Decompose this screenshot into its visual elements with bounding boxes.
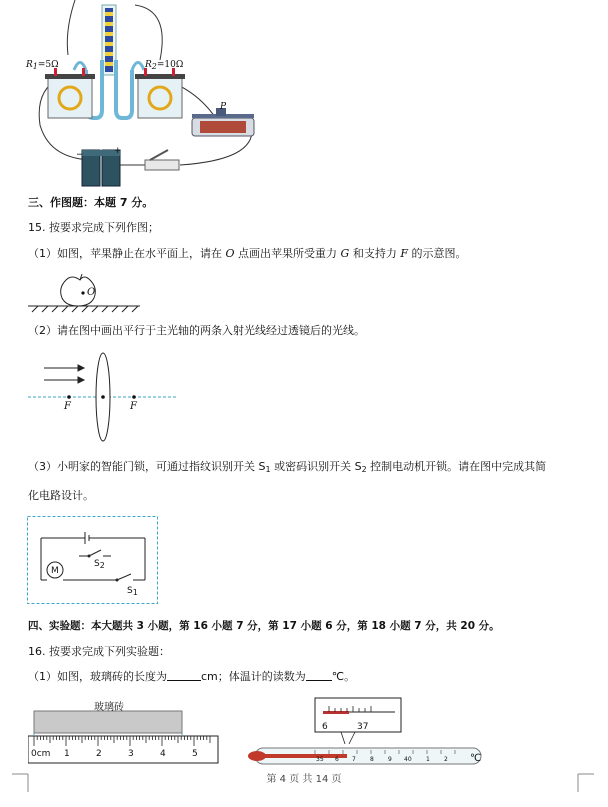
r2-subscript: 2 (151, 62, 157, 71)
page-number: 第 4 页 共 14 页 (266, 774, 342, 785)
thermometer-scale-label: 2 (444, 756, 448, 763)
glass-length-blank[interactable] (167, 670, 201, 681)
apple-figure (28, 272, 140, 314)
q15-3-line2: 化电路设计。 (28, 489, 94, 502)
lens-figure (28, 352, 178, 444)
r1-symbol: R (26, 60, 33, 70)
lens-f-left: F (64, 401, 71, 412)
q15-3-part-c: 控制电动机开锁。请在图中完成其简 (366, 460, 547, 473)
thermometer-zoom-6: 6 (322, 722, 328, 732)
r2-label (145, 58, 183, 74)
q15-2-text: （2）请在图中画出平行于主光轴的两条入射光线经过透镜后的光线。 (28, 324, 365, 337)
thermometer-scale-label: 8 (370, 756, 374, 763)
thermometer-scale-label: 6 (335, 756, 339, 763)
circuit-s2-label (94, 557, 105, 573)
thermometer-reading-blank[interactable] (306, 670, 332, 681)
circuit-s1-subscript: 1 (132, 588, 138, 597)
ruler-tick-label: 3 (128, 749, 134, 759)
circuit-s2-subscript: 2 (99, 561, 105, 570)
circuit-s1-symbol: S (127, 586, 133, 596)
thermometer-scale-label: 35 (316, 756, 324, 763)
r1-label (26, 58, 59, 74)
r1-value: =5Ω (37, 60, 59, 70)
rheostat-label: P (220, 102, 227, 112)
q15-1-part-c: 和支持力 (349, 247, 401, 260)
q16-1-part-b: cm；体温计的读数为 (201, 670, 306, 683)
battery-plus-label: + (114, 146, 122, 156)
q15-1-f: F (400, 247, 408, 260)
ruler-unit-label: 0cm (31, 749, 51, 759)
q15-3-part-b: 或密码识别开关 S (270, 460, 362, 473)
q15-1-g: G (340, 247, 350, 260)
circuit-motor-label: M (51, 566, 59, 576)
battery-minus-label: − (76, 150, 84, 160)
section3-heading: 三、作图题：本题 7 分。 (28, 196, 154, 209)
ruler-tick-label: 2 (96, 749, 102, 759)
q15-3-s1-sub: 1 (265, 465, 271, 474)
q16-stem: 16. 按要求完成下列实验题： (28, 645, 170, 658)
lens-f-right: F (130, 401, 137, 412)
r1-subscript: 1 (32, 62, 38, 71)
q15-3-part-a: （3）小明家的智能门锁，可通过指纹识别开关 S (28, 460, 266, 473)
q15-1-part-a: （1）如图，苹果静止在水平面上，请在 (28, 247, 226, 260)
ruler-tick-label: 1 (64, 749, 70, 759)
q15-1-part-b: 点画出苹果所受重力 (234, 247, 341, 260)
joule-heating-figure (20, 0, 280, 195)
glass-brick-label: 玻璃砖 (94, 702, 124, 713)
q15-3-text (28, 460, 546, 477)
thermometer-unit: ℃ (470, 753, 482, 764)
ruler-tick-label: 4 (160, 749, 166, 759)
q15-1-o: O (225, 247, 235, 260)
ruler-tick-label: 5 (192, 749, 198, 759)
q15-3-s2-sub: 2 (361, 465, 367, 474)
lock-circuit-figure (27, 516, 158, 604)
q15-1-part-d: 的示意图。 (407, 247, 467, 260)
thermometer-zoom-37: 37 (357, 722, 369, 732)
q15-stem: 15. 按要求完成下列作图； (28, 221, 159, 234)
q16-1-text (28, 670, 355, 684)
thermometer-scale-label: 40 (404, 756, 412, 763)
r2-symbol: R (145, 60, 152, 70)
q16-1-part-a: （1）如图，玻璃砖的长度为 (28, 670, 167, 683)
section4-heading: 四、实验题：本大题共 3 小题，第 16 小题 7 分，第 17 小题 6 分，第 18 小题 7 分，共 20 分。 (28, 620, 500, 632)
q15-1-text (28, 247, 466, 261)
circuit-s1-label (127, 584, 138, 600)
r2-value: =10Ω (156, 60, 184, 70)
thermometer-scale-label: 9 (388, 756, 392, 763)
circuit-s2-symbol: S (94, 559, 100, 569)
thermometer-scale-label: 1 (426, 756, 430, 763)
thermometer-scale-label: 7 (352, 756, 356, 763)
q16-1-part-c: ℃。 (331, 670, 356, 683)
apple-point-o: O (87, 287, 96, 298)
